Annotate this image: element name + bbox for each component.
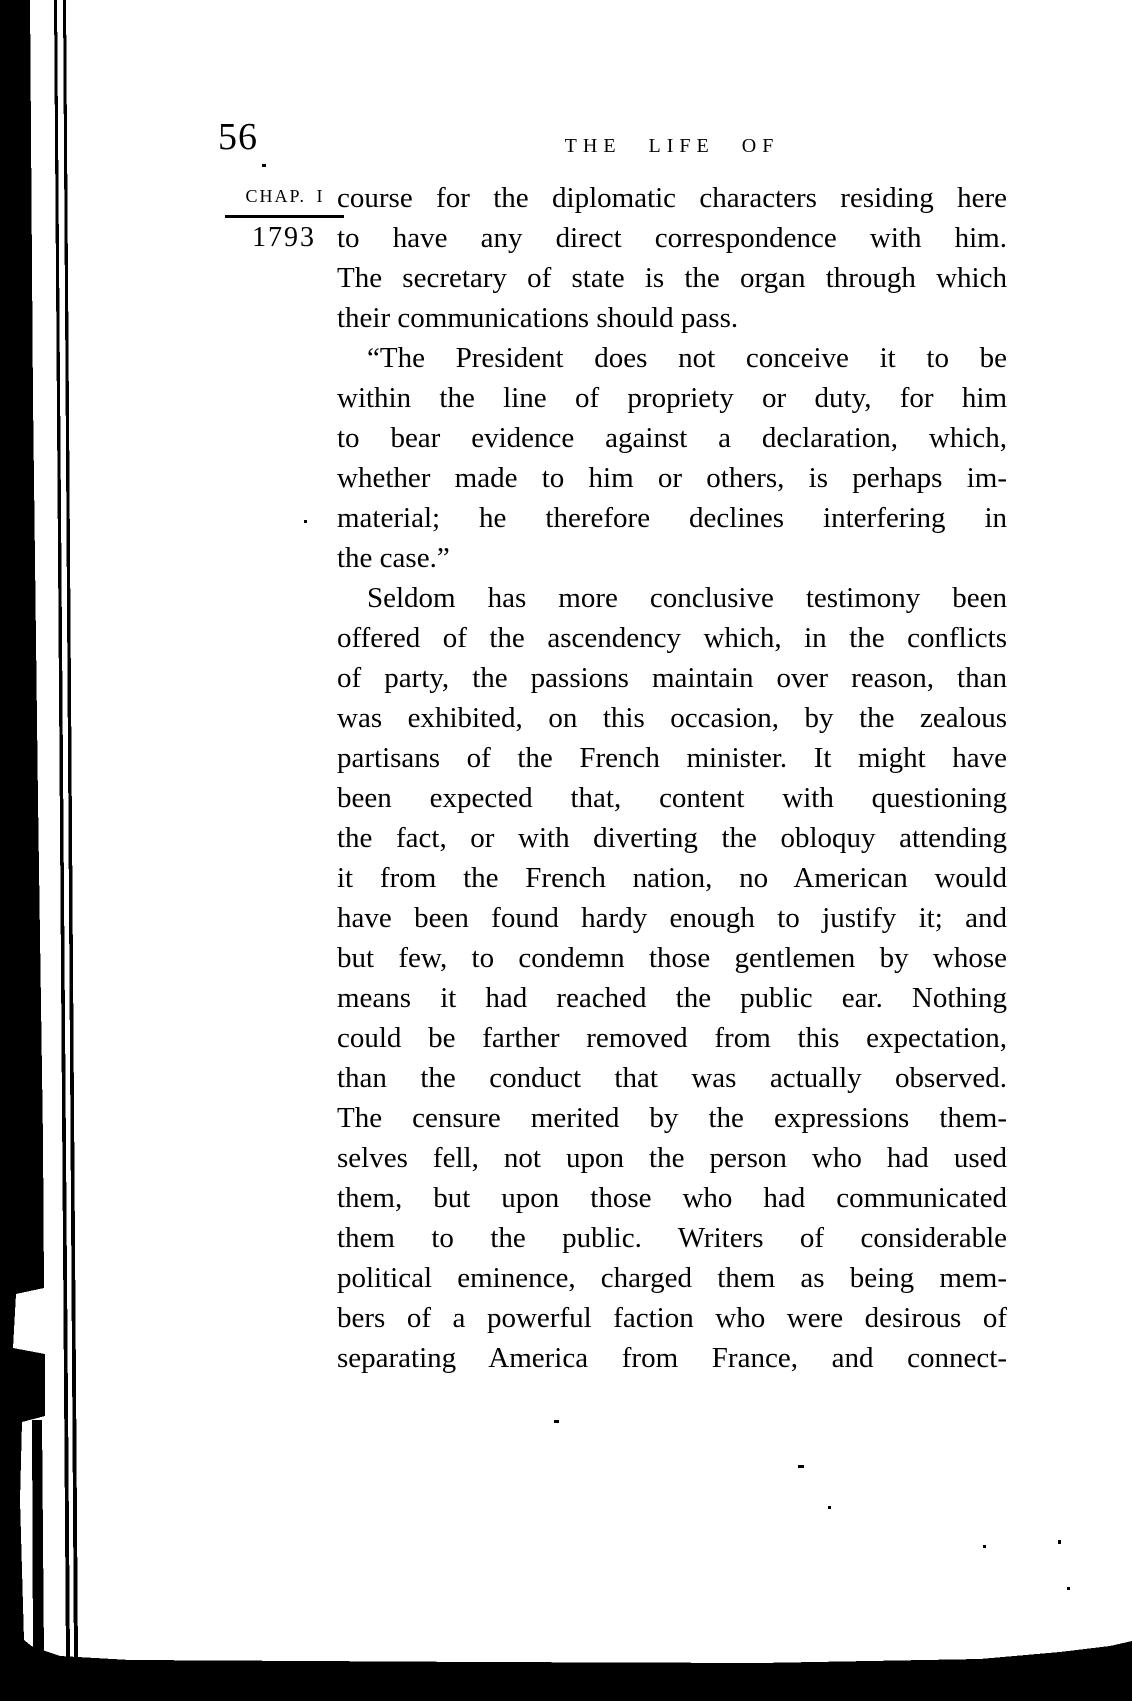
ink-speck [304,520,307,523]
page-number: 56 [218,116,258,158]
text-line: The censure merited by the expressions them- [337,1102,1007,1134]
text-line: Seldom has more conclusive testimony been [367,582,1007,614]
text-line: course for the diplomatic characters residing here [337,182,1007,214]
text-line: bers of a powerful faction who were desirous of [337,1302,1007,1334]
year-sidenote: 1793 [252,222,316,253]
sidenote-rule [225,215,344,218]
running-header: THE LIFE OF [564,135,780,157]
binding-streak [12,1428,17,1656]
text-line: to bear evidence against a declaration, which, [337,422,1007,454]
text-line: of party, the passions maintain over reason, than [337,662,1007,694]
text-line: partisans of the French minister. It might have [337,742,1007,774]
text-line: but few, to condemn those gentlemen by whose [337,942,1007,974]
ink-speck [554,1420,559,1423]
text-line: was exhibited, on this occasion, by the zealous [337,702,1007,734]
text-line: means it had reached the public ear. Nothing [337,982,1007,1014]
text-line: The secretary of state is the organ through which [337,262,1007,294]
text-line: to have any direct correspondence with him. [337,222,1007,254]
bottom-scan-bar [0,1641,1132,1701]
text-line: the fact, or with diverting the obloquy attending [337,822,1007,854]
text-line: their communications should pass. [337,302,739,334]
ink-speck [1067,1587,1070,1590]
text-line: material; he therefore declines interfering in [337,502,1007,534]
ink-speck [1058,1540,1061,1544]
ink-speck [262,164,266,167]
text-line: have been found hardy enough to justify it; and [337,902,1007,934]
text-line: whether made to him or others, is perhaps im- [337,462,1007,494]
text-line: been expected that, content with questioning [337,782,1007,814]
text-line: offered of the ascendency which, in the conflicts [337,622,1007,654]
fold-line [54,0,70,1660]
chapter-sidenote: CHAP. I [245,186,325,206]
fold-line [63,0,78,1660]
text-line: separating America from France, and connect- [337,1342,1007,1374]
text-line: political eminence, charged them as being mem- [337,1262,1007,1294]
ink-speck [828,1506,831,1509]
text-line: the case.” [337,542,450,574]
binding-streak [32,1420,44,1656]
text-line: than the conduct that was actually observed. [337,1062,1007,1094]
body-text [337,178,1007,1378]
binding-shadow-band [0,0,45,1648]
text-line: “The President does not conceive it to be [367,342,1007,374]
text-line: could be farther removed from this expectation, [337,1022,1007,1054]
text-line: it from the French nation, no American would [337,862,1007,894]
ink-speck [983,1545,986,1548]
text-line: them, but upon those who had communicated [337,1182,1007,1214]
text-line: them to the public. Writers of considerable [337,1222,1007,1254]
ink-speck [798,1465,804,1468]
text-line: selves fell, not upon the person who had used [337,1142,1007,1174]
text-line: within the line of propriety or duty, for him [337,382,1007,414]
